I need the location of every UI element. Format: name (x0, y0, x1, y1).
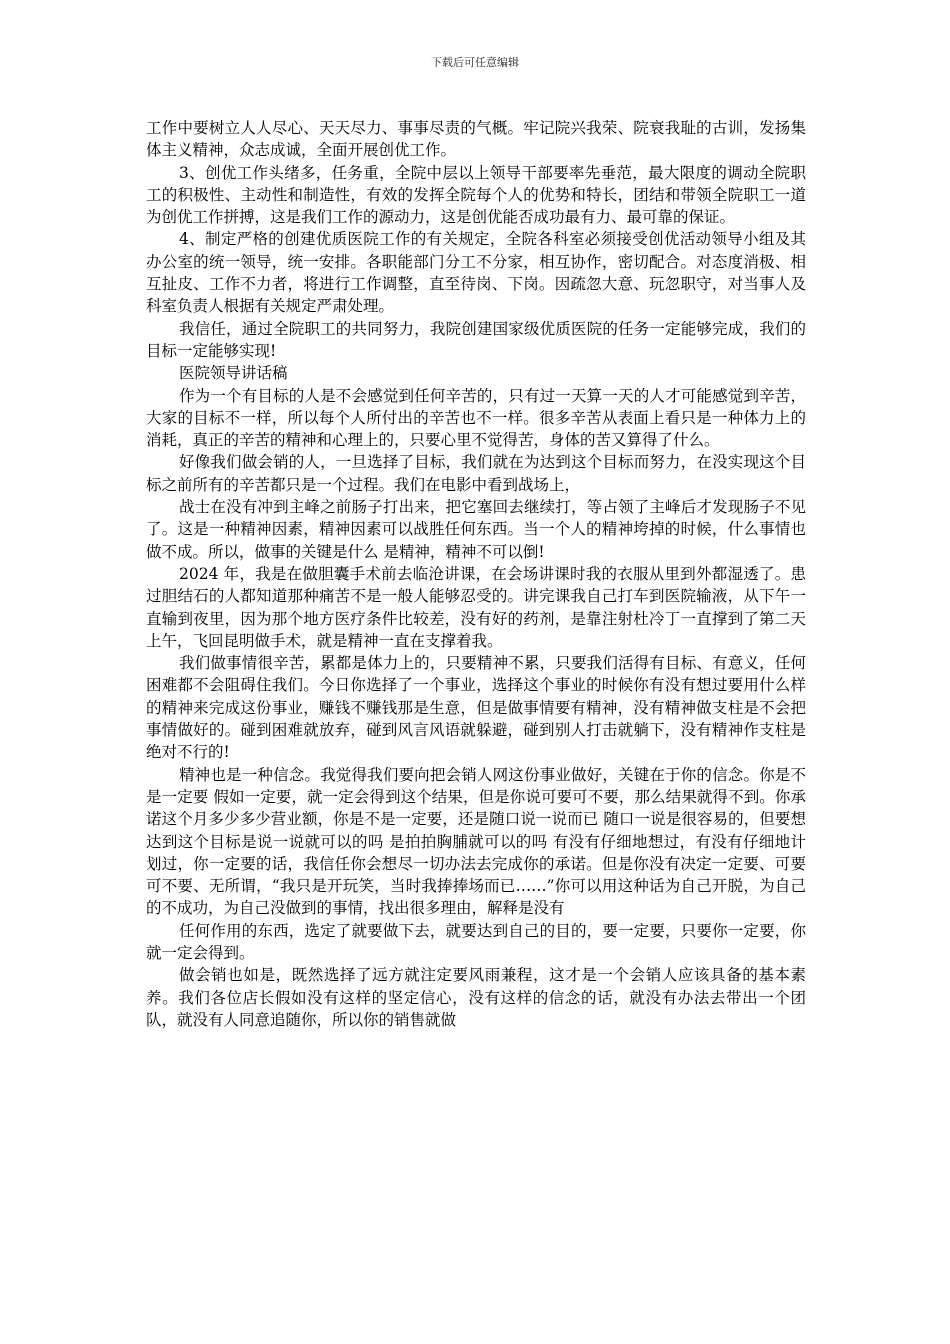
paragraph: 4、制定严格的创建优质医院工作的有关规定，全院各科室必须接受创优活动领导小组及其办公室的统一领导，统一安排。各职能部门分工不分家，相互协作，密切配合。对态度消极、相互扯皮、工作不力者，将进行工作调整，直至待岗、下岗。因疏忽大意、玩忽职守，对当事人及科室负责人根据有关规定严肃处理。 (146, 230, 806, 316)
paragraph: 工作中要树立人人尽心、天天尽力、事事尽责的气概。牢记院兴我荣、院衰我耻的古训，发扬集体主义精神，众志成诚，全面开展创优工作。 (146, 119, 806, 160)
paragraph: 任何作用的东西，选定了就要做下去，就要达到自己的目的，要一定要，只要你一定要，你就一定会得到。 (146, 921, 806, 962)
paragraph: 作为一个有目标的人是不会感觉到任何辛苦的，只有过一天算一天的人才可能感觉到辛苦，大家的目标不一样，所以每个人所付出的辛苦也不一样。很多辛苦从表面上看只是一种体力上的消耗，真正的辛苦的精神和心理上的，只要心里不觉得苦，身体的苦又算得了什么。 (146, 386, 806, 450)
paragraph: 好像我们做会销的人，一旦选择了目标，我们就在为达到这个目标而努力，在没实现这个目标之前所有的辛苦都只是一个过程。我们在电影中看到战场上， (146, 453, 806, 494)
paragraph: 3、创优工作头绪多，任务重，全院中层以上领导干部要率先垂范，最大限度的调动全院职工的积极性、主动性和制造性，有效的发挥全院每个人的优势和特长，团结和带领全院职工一道为创优工作拼搏，这是我们工作的源动力，这是创优能否成功最有力、最可靠的保证。 (146, 163, 806, 227)
paragraph: 做会销也如是，既然选择了远方就注定要风雨兼程，这才是一个会销人应该具备的基本素养。我们各位店长假如没有这样的坚定信心，没有这样的信念的话，就没有办法去带出一个团队，就没有人同意追随你，所以你的销售就做 (146, 966, 806, 1029)
paragraph: 战士在没有冲到主峰之前肠子打出来，把它塞回去继续打，等占领了主峰后才发现肠子不见了。这是一种精神因素，精神因素可以战胜任何东西。当一个人的精神垮掉的时候，什么事情也做不成。所以，做事的关键是什么 是精神，精神不可以倒! (146, 498, 806, 561)
section-title: 医院领导讲话稿 (179, 364, 288, 383)
paragraph: 2024 年，我是在做胆囊手术前去临沧讲课，在会场讲课时我的衣服从里到外都湿透了。患过胆结石的人都知道那种痛苦不是一般人能够忍受的。讲完课我自己打车到医院输液，从下午一直输到夜里，因为那个地方医疗条件比较差，没有好的药剂，是靠注射杜冷丁一直撑到了第二天上午，飞回昆明做手术，就是精神一直在支撑着我。 (146, 564, 806, 650)
page-header: 下载后可任意编辑 (431, 56, 519, 69)
paragraph: 我信任，通过全院职工的共同努力，我院创建国家级优质医院的任务一定能够完成，我们的目标一定能够实现! (146, 319, 806, 360)
document-body (146, 117, 806, 1031)
paragraph: 精神也是一种信念。我觉得我们要向把会销人网这份事业做好，关键在于你的信念。你是不是一定要 假如一定要，就一定会得到这个结果，但是你说可要可不要，那么结果就得不到。你承诺这个月多少多少营业额，你是不是一定要，还是随口说一说而已 随口一说是很容易的，但要想达到这个目标是说一说就可以的吗 是拍拍胸脯就可以的吗 有没有仔细地想过，有没有仔细地计划过，你一定要的话，我信任你会想尽一切办法去完成你的承诺。但是你没有决定一定要、可要可不要、无所谓，“我只是开玩笑，当时我捧捧场而已……”你可以用这种话为自己开脱，为自己的不成功，为自己没做到的事情，找出很多理由，解释是没有 (146, 765, 806, 918)
paragraph: 我们做事情很辛苦，累都是体力上的，只要精神不累，只要我们活得有目标、有意义，任何困难都不会阻碍住我们。今日你选择了一个事业，选择这个事业的时候你有没有想过要用什么样的精神来完成这份事业，赚钱不赚钱那是生意，但是做事情要有精神，没有精神做支柱是不会把事情做好的。碰到困难就放弃，碰到风言风语就躲避，碰到别人打击就躺下，没有精神作支柱是绝对不行的! (146, 654, 806, 762)
